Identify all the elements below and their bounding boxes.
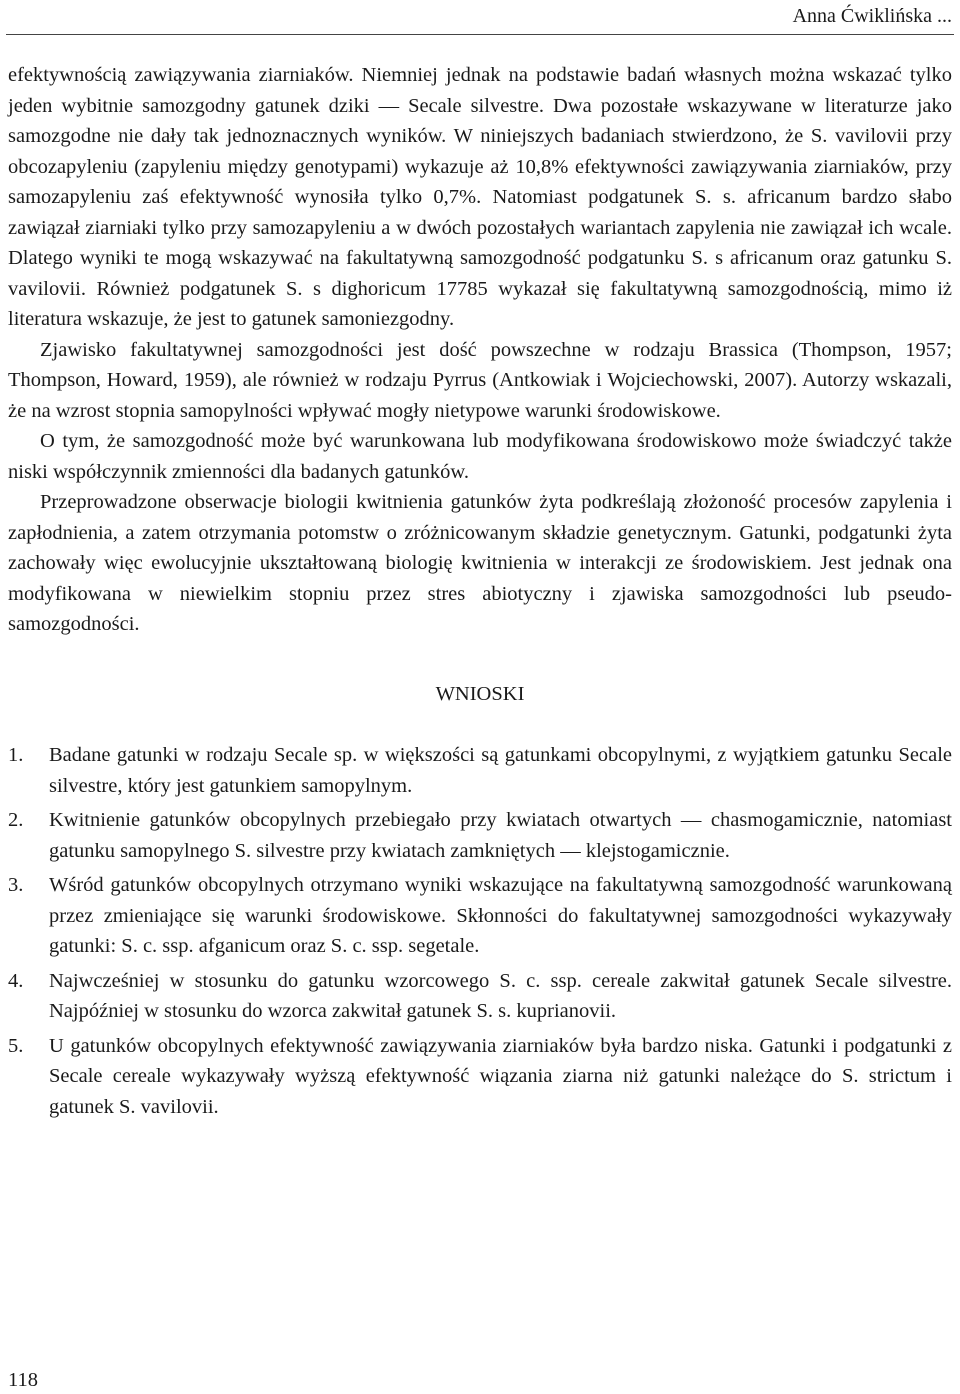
conclusion-item (8, 966, 952, 1027)
conclusions-heading: WNIOSKI (435, 682, 525, 705)
conclusion-item (8, 1031, 952, 1123)
conclusion-text: U gatunków obcopylnych efektywność zawiązywania ziarniaków była bardzo niska. Gatunki i podgatunki z Secale cereale wykazywały wyższą efektywność wiązania ziarna niż gatunki należące do S. strictum i gatunek S. vavilovii. (49, 1034, 952, 1118)
paragraph-3: O tym, że samozgodność może być warunkowana lub modyfikowana środowiskowo może świadczyć także niski współczynnik zmienności dla badanych gatunków. (8, 430, 952, 483)
conclusion-number: 4. (8, 969, 24, 992)
conclusions-list (8, 740, 952, 1122)
conclusion-number: 3. (8, 874, 24, 896)
conclusion-number: 2. (8, 809, 24, 831)
conclusion-text: Wśród gatunków obcopylnych otrzymano wyniki wskazujące na fakultatywną samozgodność warunkowaną przez zmieniające się warunki środowiskowe. Skłonności do fakultatywnej samozgodności wykazywały gatunki: S. c. ssp. afganicum oraz S. c. ssp. segetale. (49, 874, 952, 957)
header-divider (6, 34, 954, 35)
conclusion-text: Kwitnienie gatunków obcopylnych przebiegało przy kwiatach otwartych — chasmogamicznie, natomiast gatunku samopylnego S. silvestre przy kwiatach zamkniętych — klejstogamicznie. (49, 809, 952, 862)
paragraph-4: Przeprowadzone obserwacje biologii kwitnienia gatunków żyta podkreślają złożoność procesów zapylenia i zapłodnienia, a zatem otrzymania potomstw o zróżnicowanym składzie genetycznym. Gatunki, podgatunki żyta zachowały więc ewolucyjnie ukształtowaną biologię kwitnienia w interakcji ze środowiskiem. Jest jednak ona modyfikowana w niewielkim stopniu przez stres abiotyczny i zjawiska samozgodności lub pseudo-samozgodności. (8, 491, 952, 635)
running-header: Anna Ćwiklińska ... (792, 5, 952, 27)
conclusion-text: Badane gatunki w rodzaju Secale sp. w większości są gatunkami obcopylnymi, z wyjątkiem gatunku Secale silvestre, który jest gatunkiem samopylnym. (49, 744, 952, 797)
conclusion-item (8, 870, 952, 962)
conclusion-text: Najwcześniej w stosunku do gatunku wzorcowego S. c. ssp. cereale zakwitał gatunek Secale silvestre. Najpóźniej w stosunku do wzorca zakwitał gatunek S. s. kuprianovii. (49, 969, 952, 1022)
paragraph-1: efektywnością zawiązywania ziarniaków. Niemniej jednak na podstawie badań własnych można wskazać tylko jeden wybitnie samozgodny gatunek dziki — Secale silvestre. Dwa pozostałe wskazywane w literaturze jako samozgodne nie dały tak jednoznacznych wyników. W niniejszych badaniach stwierdzono, że S. vavilovii przy obcozapyleniu (zapyleniu między genotypami) wykazuje aż 10,8% efektywności zawiązywania ziarniaków, przy samozapyleniu zaś efektywność wynosiła tylko 0,7%. Natomiast podgatunek S. s. africanum bardzo słabo zawiązał ziarniaki tylko przy samozapyleniu a w dwóch pozostałych wariantach zapylenia nie zawiązał ich wcale. Dlatego wyniki te mogą wskazywać na fakultatywną samozgodność podgatunku S. s africanum oraz gatunku S. vavilovii. Również podgatunek S. s dighoricum 17785 wykazał się fakultatywną samozgodnością, mimo iż literatura wskazuje, że jest to gatunek samoniezgodny. (8, 64, 952, 330)
page-body (8, 60, 952, 1126)
conclusion-item (8, 740, 952, 801)
paragraph-2: Zjawisko fakultatywnej samozgodności jest dość powszechne w rodzaju Brassica (Thompson, 1957; Thompson, Howard, 1959), ale również w rodzaju Pyrrus (Antkowiak i Wojciechowski, 2007). Autorzy wskazali, że na wzrost stopnia samopylności wpływać mogły nietypowe warunki środowiskowe. (8, 338, 952, 422)
page-number: 118 (8, 1369, 38, 1391)
conclusion-number: 5. (8, 1034, 24, 1057)
conclusion-number: 1. (8, 744, 24, 766)
conclusion-item (8, 805, 952, 866)
